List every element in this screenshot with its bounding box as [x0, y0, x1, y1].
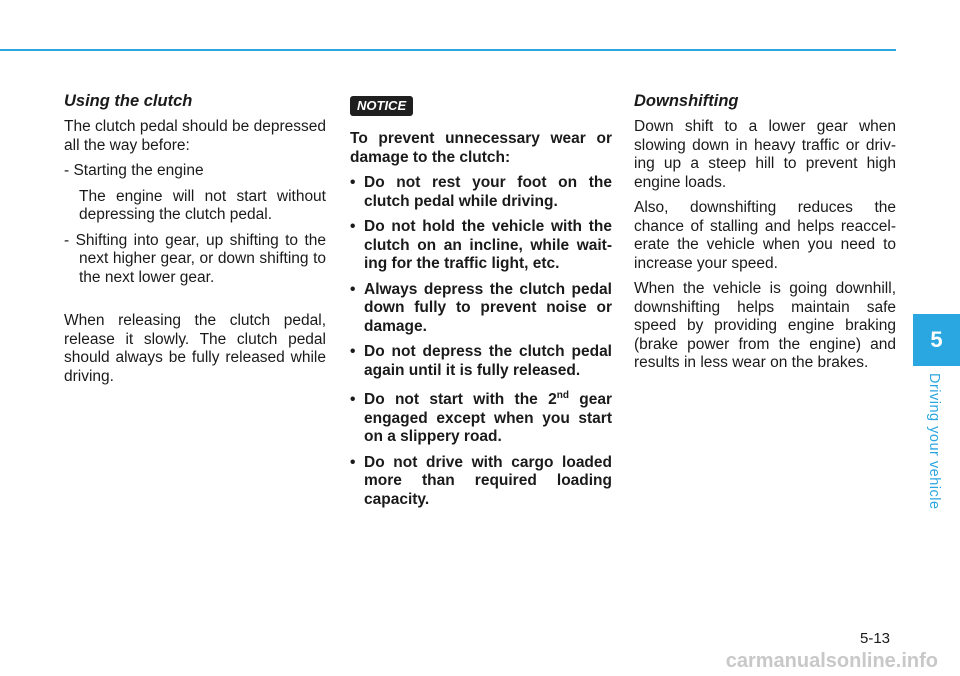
notice-badge: NOTICE [350, 96, 413, 116]
downshifting-paragraph: When the vehicle is going downhill, downshifting helps maintain safe speed by providing engine braking (brake power from the engine) and results in less wear on the brakes. [634, 280, 896, 371]
downshifting-paragraph: Down shift to a lower gear when slowing down in heavy traffic or driv-ing up a steep hill to prevent high engine loads. [634, 118, 896, 191]
clutch-section [64, 91, 326, 393]
notice-bullet [350, 387, 612, 447]
chapter-number: 5 [930, 327, 943, 352]
notice-bullet: • Do not depress the clutch pedal again until it is fully released. [350, 343, 612, 380]
clutch-item-starting-detail: The engine will not start without depressing the clutch pedal. [79, 187, 326, 223]
chapter-label [908, 372, 960, 510]
downshifting-paragraph: Also, downshifting reduces the chance of stalling and helps reaccel-erate the vehicle when you need to increase your speed. [634, 199, 896, 272]
clutch-item-starting: - Starting the engine [64, 162, 204, 179]
watermark: carmanualsonline.info [725, 650, 938, 672]
notice-bullet-text: Do not start with the 2 [364, 391, 557, 409]
notice-bullet: • Do not rest your foot on the clutch pedal while driving. [350, 174, 612, 211]
header-rule [0, 49, 896, 51]
clutch-heading: Using the clutch [64, 92, 193, 110]
notice-intro: To prevent unnecessary wear or damage to the clutch: [350, 130, 612, 166]
downshifting-section [634, 91, 896, 380]
notice-list [350, 174, 612, 509]
clutch-release-paragraph: When releasing the clutch pedal, release it slowly. The clutch pedal should always be fully released while driving. [64, 312, 326, 385]
notice-bullet: • Do not drive with cargo loaded more than required loading capacity. [350, 454, 612, 510]
chapter-title: Driving your vehicle [926, 372, 942, 510]
downshifting-heading: Downshifting [634, 92, 739, 110]
notice-bullet-text: gear engaged except when you start on a slippery road. [364, 391, 612, 446]
page-number: 5-13 [860, 630, 891, 647]
clutch-item-shifting: - Shifting into gear, up shifting to the next higher gear, or down shifting to the next lower gear. [64, 231, 326, 286]
notice-bullet: • Always depress the clutch pedal down fully to prevent noise or damage. [350, 281, 612, 337]
chapter-tab [913, 314, 960, 366]
notice-bullet: • Do not hold the vehicle with the clutch on an incline, while wait-ing for the traffic light, etc. [350, 218, 612, 274]
notice-section [350, 91, 612, 516]
ordinal-suffix: nd [556, 390, 569, 401]
clutch-intro: The clutch pedal should be depressed all the way before: [64, 118, 326, 154]
